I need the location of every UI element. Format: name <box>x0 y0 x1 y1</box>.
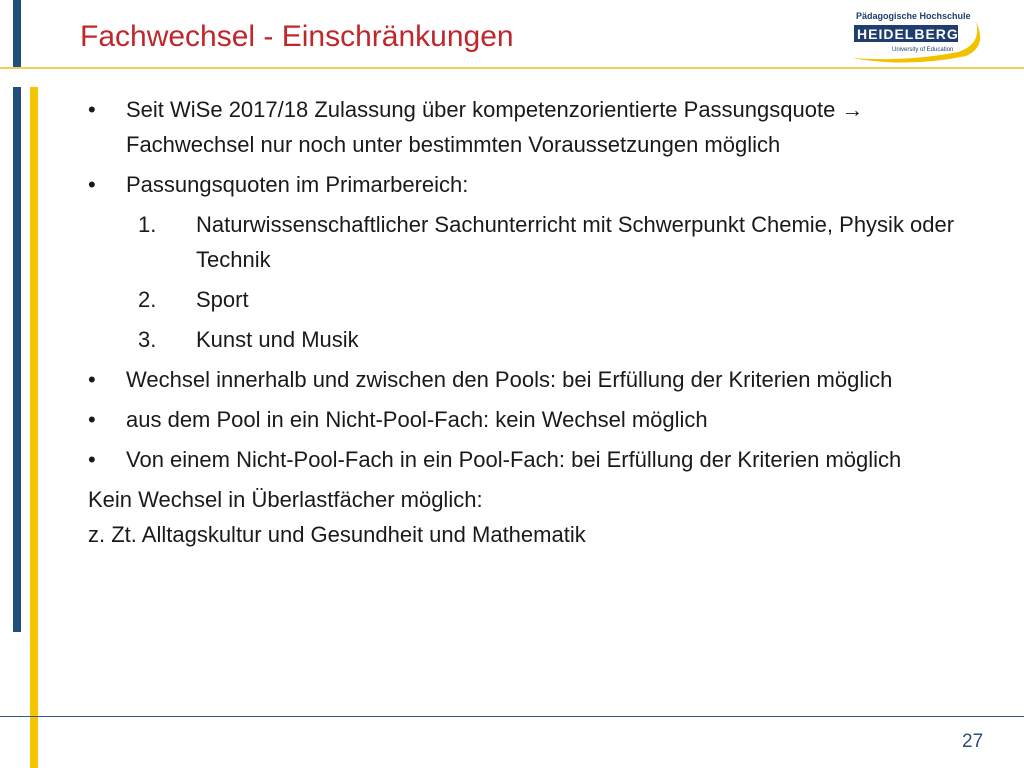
numbered-text: Naturwissenschaftlicher Sachunterricht mit Schwerpunkt Chemie, Physik oder Technik <box>196 212 955 272</box>
header-divider <box>0 67 1024 69</box>
slide-title: Fachwechsel - Einschränkungen <box>80 20 514 53</box>
logo-line3: University of Education <box>892 47 954 53</box>
closing-text <box>88 482 968 552</box>
bullet-marker: • <box>88 172 96 197</box>
logo-line2: HEIDELBERG <box>857 26 959 42</box>
university-logo <box>848 6 984 64</box>
numbered-item <box>88 207 968 277</box>
bullet-marker: • <box>88 97 96 122</box>
bullet-item <box>88 92 968 162</box>
numbered-text: Sport <box>196 287 249 312</box>
number-marker: 1. <box>138 212 157 237</box>
left-accent-bar-yellow <box>30 87 38 768</box>
closing-line-2: z. Zt. Alltagskultur und Gesundheit und Mathematik <box>88 522 586 547</box>
bullet-marker: • <box>88 367 96 392</box>
number-marker: 3. <box>138 327 157 352</box>
bullet-marker: • <box>88 407 96 432</box>
bullet-item <box>88 167 968 202</box>
footer-divider <box>0 716 1024 717</box>
bullet-text: Von einem Nicht-Pool-Fach in ein Pool-Fach: bei Erfüllung der Kriterien möglich <box>126 447 902 472</box>
bullet-marker: • <box>88 447 96 472</box>
bullet-text: aus dem Pool in ein Nicht-Pool-Fach: kein Wechsel möglich <box>126 407 708 432</box>
bullet-text: Passungsquoten im Primarbereich: <box>126 172 469 197</box>
bullet-item <box>88 362 968 397</box>
numbered-item <box>88 322 968 357</box>
logo-line1: Pädagogische Hochschule <box>856 11 971 21</box>
slide-content <box>88 92 968 552</box>
numbered-item <box>88 282 968 317</box>
closing-line-1: Kein Wechsel in Überlastfächer möglich: <box>88 487 483 512</box>
bullet-text: Seit WiSe 2017/18 Zulassung über kompetenzorientierte Passungsquote → Fachwechsel nur noch unter bestimmten Voraussetzungen möglich <box>126 97 864 157</box>
bullet-item <box>88 402 968 437</box>
left-accent-bar-blue <box>13 87 21 632</box>
page-number: 27 <box>962 731 984 752</box>
bullet-item <box>88 442 968 477</box>
number-marker: 2. <box>138 287 157 312</box>
left-accent-bar-blue-top <box>13 0 21 69</box>
bullet-text: Wechsel innerhalb und zwischen den Pools: bei Erfüllung der Kriterien möglich <box>126 367 893 392</box>
numbered-text: Kunst und Musik <box>196 327 359 352</box>
